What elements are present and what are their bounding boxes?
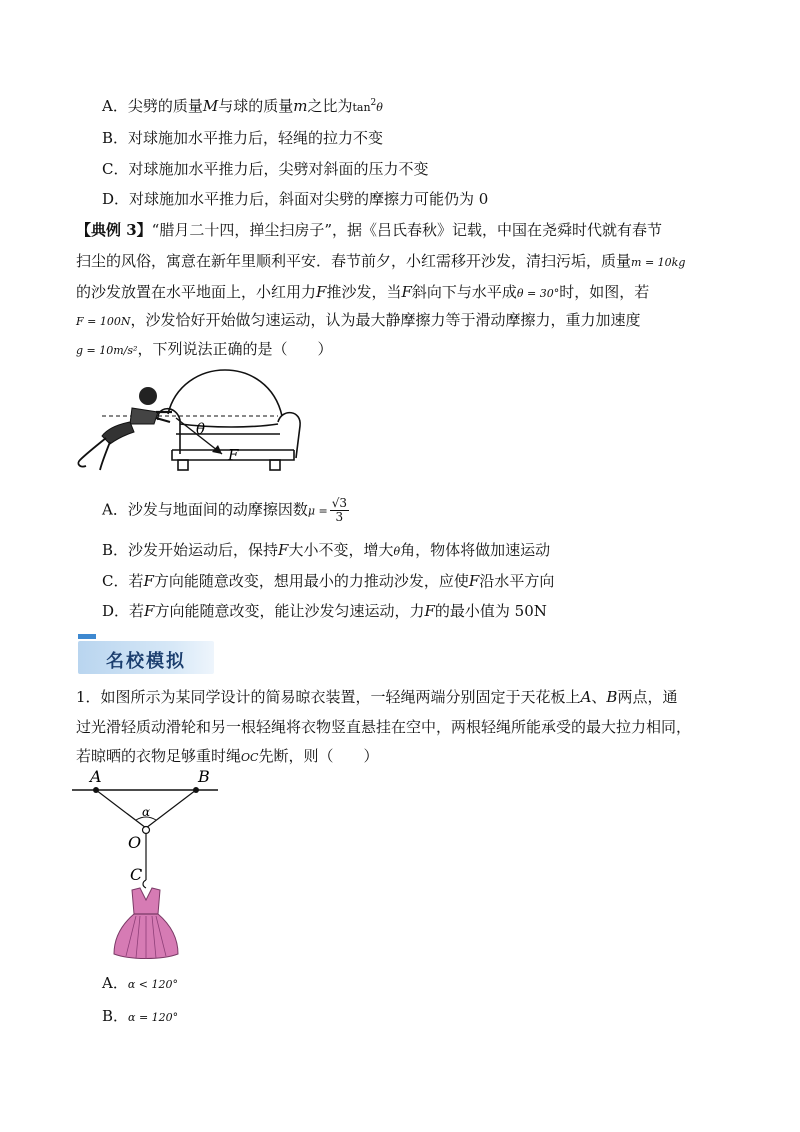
person-pushing (78, 387, 172, 470)
fig-theta-label: θ (196, 420, 206, 438)
example3-option-d: D．若F方向能随意改变，能让沙发匀速运动，力F的最小值为 50N (102, 602, 547, 620)
example3-line3: 的沙发放置在水平地面上，小红用力F推沙发，当F斜向下与水平成θ = 30°时，如图，若 (76, 283, 650, 301)
rope-ao (96, 790, 146, 828)
prev-option-a: A．尖劈的质量M与球的质量m之比为$\tan^2\theta$ (102, 97, 383, 115)
dress-drawing (114, 888, 178, 959)
fig-label-a: A (90, 768, 102, 786)
example3-option-c: C．若F方向能随意改变，想用最小的力推动沙发，应使F沿水平方向 (102, 572, 555, 590)
fig-force-label: F (228, 446, 239, 464)
rope-bo (146, 790, 196, 828)
q1-line1: 1．如图所示为某同学设计的简易晾衣装置，一轻绳两端分别固定于天花板上A、B两点，通 (76, 688, 678, 706)
prev-option-b: B．对球施加水平推力后，轻绳的拉力不变 (102, 129, 384, 147)
section-title: 名校模拟 (106, 651, 186, 672)
prev-option-d: D．对球施加水平推力后，斜面对尖劈的摩擦力可能仍为 0 (102, 190, 489, 208)
sofa-push-figure (72, 362, 312, 480)
section-banner (78, 634, 214, 674)
fig-label-b: B (198, 768, 210, 786)
pulley-circle (143, 827, 150, 834)
banner-accent-mark (78, 634, 96, 639)
example3-option-a: A．沙发与地面间的动摩擦因数μ = $\frac{√3}{3}$ (102, 496, 347, 524)
fig-label-alpha: α (142, 805, 151, 819)
q1-line3: 若晾晒的衣物足够重时绳OC先断，则（ ） (76, 747, 379, 765)
example3-line5: g = 10m/s²，下列说法正确的是（ ） (76, 340, 333, 358)
hanger-hook (143, 880, 146, 888)
q1-option-a: A．α < 120° (102, 974, 178, 992)
example3-option-b: B．沙发开始运动后，保持F大小不变，增大θ角，物体将做加速运动 (102, 541, 551, 559)
clothesline-figure (70, 768, 230, 968)
fig-label-o: O (128, 833, 142, 852)
example3-line1: 【典例 3】“腊月二十四，掸尘扫房子”，据《吕氏春秋》记载，中国在尧舜时代就有春节 (76, 221, 663, 239)
q1-line2: 过光滑轻质动滑轮和另一根轻绳将衣物竖直悬挂在空中，两根轻绳所能承受的最大拉力相同， (76, 718, 692, 736)
example3-line4: F = 100N，沙发恰好开始做匀速运动，认为最大静摩擦力等于滑动摩擦力，重力加速度 (76, 311, 641, 329)
prev-option-c: C．对球施加水平推力后，尖劈对斜面的压力不变 (102, 160, 429, 178)
q1-option-b: B．α = 120° (102, 1007, 179, 1025)
example3-line2: 扫尘的风俗，寓意在新年里顺利平安．春节前夕，小红需移开沙发，清扫污垢，质量m = 10kg (76, 252, 686, 270)
banner-box (78, 641, 214, 674)
mu-fraction: $\frac{√3}{3}$ (331, 496, 347, 524)
fig-label-c: C (130, 865, 143, 884)
